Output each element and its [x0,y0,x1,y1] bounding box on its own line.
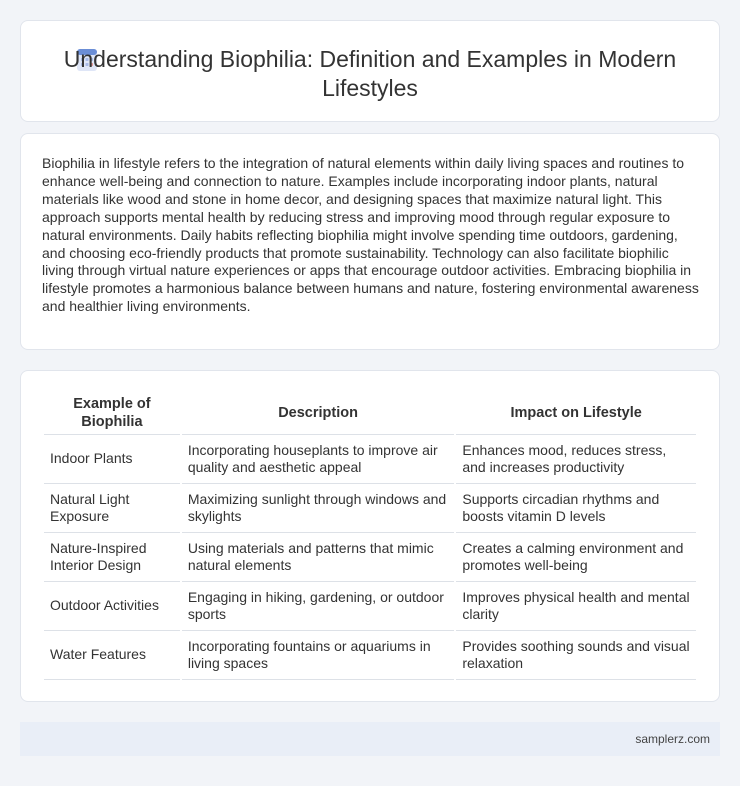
biophilia-table [42,393,698,680]
table-row [44,582,696,631]
table-cell-description: Incorporating fountains or aquariums in living spaces [182,631,455,680]
table-cell-description: Engaging in hiking, gardening, or outdoor sports [182,582,455,631]
table-cell-description: Using materials and patterns that mimic natural elements [182,533,455,582]
table-cell-example: Outdoor Activities [44,582,180,631]
table-cell-impact: Supports circadian rhythms and boosts vitamin D levels [456,484,696,533]
table-row [44,484,696,533]
footer [20,722,720,756]
table-card [20,370,720,702]
table-cell-impact: Provides soothing sounds and visual relaxation [456,631,696,680]
table-cell-example: Water Features [44,631,180,680]
table-cell-description: Incorporating houseplants to improve air quality and aesthetic appeal [182,435,455,484]
table-cell-impact: Creates a calming environment and promotes well-being [456,533,696,582]
column-header-description: Description [182,393,455,435]
table-row [44,533,696,582]
table-cell-impact: Enhances mood, reduces stress, and increases productivity [456,435,696,484]
table-cell-example: Nature-Inspired Interior Design [44,533,180,582]
title-card [20,20,720,122]
table-cell-example: Indoor Plants [44,435,180,484]
table-cell-description: Maximizing sunlight through windows and skylights [182,484,455,533]
table-header-row [44,393,696,435]
intro-card [20,133,720,350]
footer-site-link[interactable]: samplerz.com [635,732,710,746]
column-header-impact: Impact on Lifestyle [456,393,696,435]
table-cell-impact: Improves physical health and mental clarity [456,582,696,631]
page-title: Understanding Biophilia: Definition and Examples in Modern Lifestyles [63,46,677,101]
table-cell-example: Natural Light Exposure [44,484,180,533]
table-row [44,435,696,484]
table-row [44,631,696,680]
column-header-example: Example of Biophilia [44,393,180,435]
intro-paragraph: Biophilia in lifestyle refers to the integration of natural elements within daily living spaces and routines to enhance well-being and connection to nature. Examples include incorporating indoor plants, natural materials like wood and stone in home decor, and designing spaces that maximize natural light. This approach supports mental health by reducing stress and improving mood through regular exposure to natural environments. Daily habits reflecting biophilia might involve spending time outdoors, gardening, and choosing eco-friendly products that promote sustainability. Technology can also facilitate biophilic living through virtual nature experiences or apps that encourage outdoor activities. Embracing biophilia in lifestyle promotes a harmonious balance between humans and nature, fostering environmental awareness and healthier living environments. [42,155,699,315]
